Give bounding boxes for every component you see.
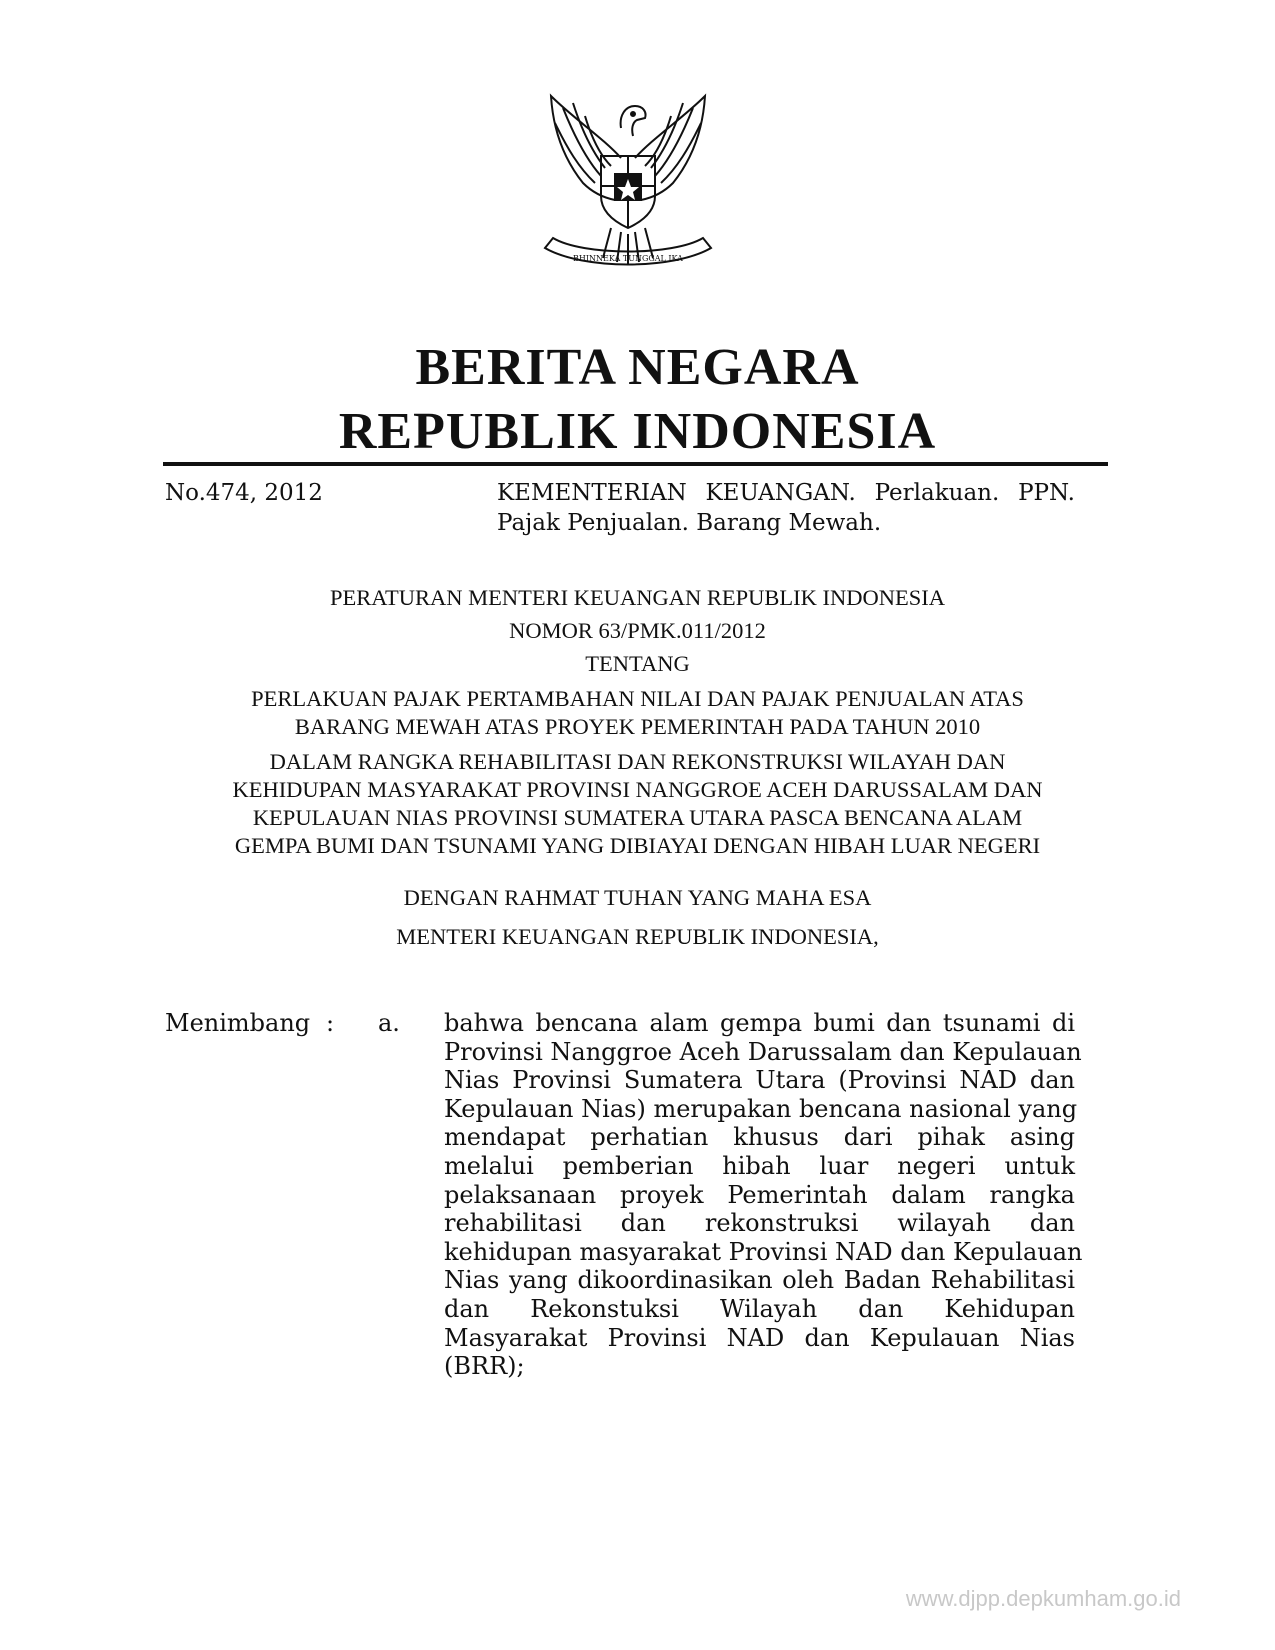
considering-label: Menimbang (165, 1009, 311, 1037)
text-line: melalui pemberian hibah luar negeri untuk (444, 1151, 1075, 1180)
subject-line: DALAM RANGKA REHABILITASI DAN REKONSTRUKSI WILAYAH DAN (269, 749, 1006, 774)
topic-word: KEUANGAN. (705, 480, 856, 506)
gazette-topic-line1 (497, 478, 1075, 508)
text-line: mendapat perhatian khusus dari pihak asing (444, 1123, 1075, 1152)
text-line: Kepulauan Nias) merupakan bencana nasional yang (444, 1094, 1078, 1123)
gazette-topic (497, 478, 1075, 538)
subject-line: KEPULAUAN NIAS PROVINSI SUMATERA UTARA PASCA BENCANA ALAM (252, 805, 1023, 830)
topic-word: KEMENTERIAN (497, 480, 687, 506)
text-line: (BRR); (444, 1352, 525, 1381)
regulation-about: TENTANG (585, 651, 690, 676)
text-line: Masyarakat Provinsi NAD dan Kepulauan Nias (444, 1323, 1075, 1352)
masthead-title-line1: BERITA NEGARA (415, 339, 860, 396)
considering-item-letter: a. (378, 1009, 400, 1037)
subject-line: KEHIDUPAN MASYARAKAT PROVINSI NANGGROE ACEH DARUSSALAM DAN (232, 777, 1043, 802)
masthead-divider (163, 462, 1108, 466)
considering-item-text (444, 1009, 1083, 1381)
regulation-title: PERATURAN MENTERI KEUANGAN REPUBLIK INDONESIA (330, 585, 945, 610)
subject-line: GEMPA BUMI DAN TSUNAMI YANG DIBIAYAI DENGAN HIBAH LUAR NEGERI (234, 833, 1041, 858)
garuda-emblem (533, 88, 723, 283)
text-line: dan Rekonstuksi Wilayah dan Kehidupan (444, 1294, 1075, 1323)
topic-word: PPN. (1018, 480, 1075, 506)
text-line: Nias yang dikoordinasikan oleh Badan Rehabilitasi (444, 1266, 1075, 1295)
text-line: pelaksanaan proyek Pemerintah dalam rangka (444, 1180, 1075, 1209)
text-line: rehabilitasi dan rekonstruksi wilayah dan (444, 1209, 1075, 1238)
gazette-number: No.474, 2012 (165, 480, 323, 506)
invocation: DENGAN RAHMAT TUHAN YANG MAHA ESA (403, 885, 872, 910)
masthead-title-line2: REPUBLIK INDONESIA (338, 403, 937, 460)
text-line: Provinsi Nanggroe Aceh Darussalam dan Kepulauan (444, 1037, 1082, 1066)
considering-colon: : (326, 1009, 335, 1037)
subject-line: PERLAKUAN PAJAK PERTAMBAHAN NILAI DAN PAJAK PENJUALAN ATAS (251, 686, 1024, 711)
text-line: kehidupan masyarakat Provinsi NAD dan Kepulauan (444, 1237, 1083, 1266)
text-line: Nias Provinsi Sumatera Utara (Provinsi NAD dan (444, 1066, 1075, 1095)
regulation-number: NOMOR 63/PMK.011/2012 (509, 618, 766, 643)
emblem-motto: BHINNEKA TUNGGAL IKA (573, 254, 683, 263)
footer-url-link[interactable]: www.djpp.depkumham.go.id (905, 1586, 1181, 1611)
text-line: bahwa bencana alam gempa bumi dan tsunami di (444, 1009, 1075, 1037)
issuer: MENTERI KEUANGAN REPUBLIK INDONESIA, (396, 924, 879, 949)
gazette-topic-line2: Pajak Penjualan. Barang Mewah. (497, 510, 882, 536)
subject-line: BARANG MEWAH ATAS PROYEK PEMERINTAH PADA TAHUN 2010 (294, 714, 981, 739)
topic-word: Perlakuan. (874, 480, 1000, 506)
